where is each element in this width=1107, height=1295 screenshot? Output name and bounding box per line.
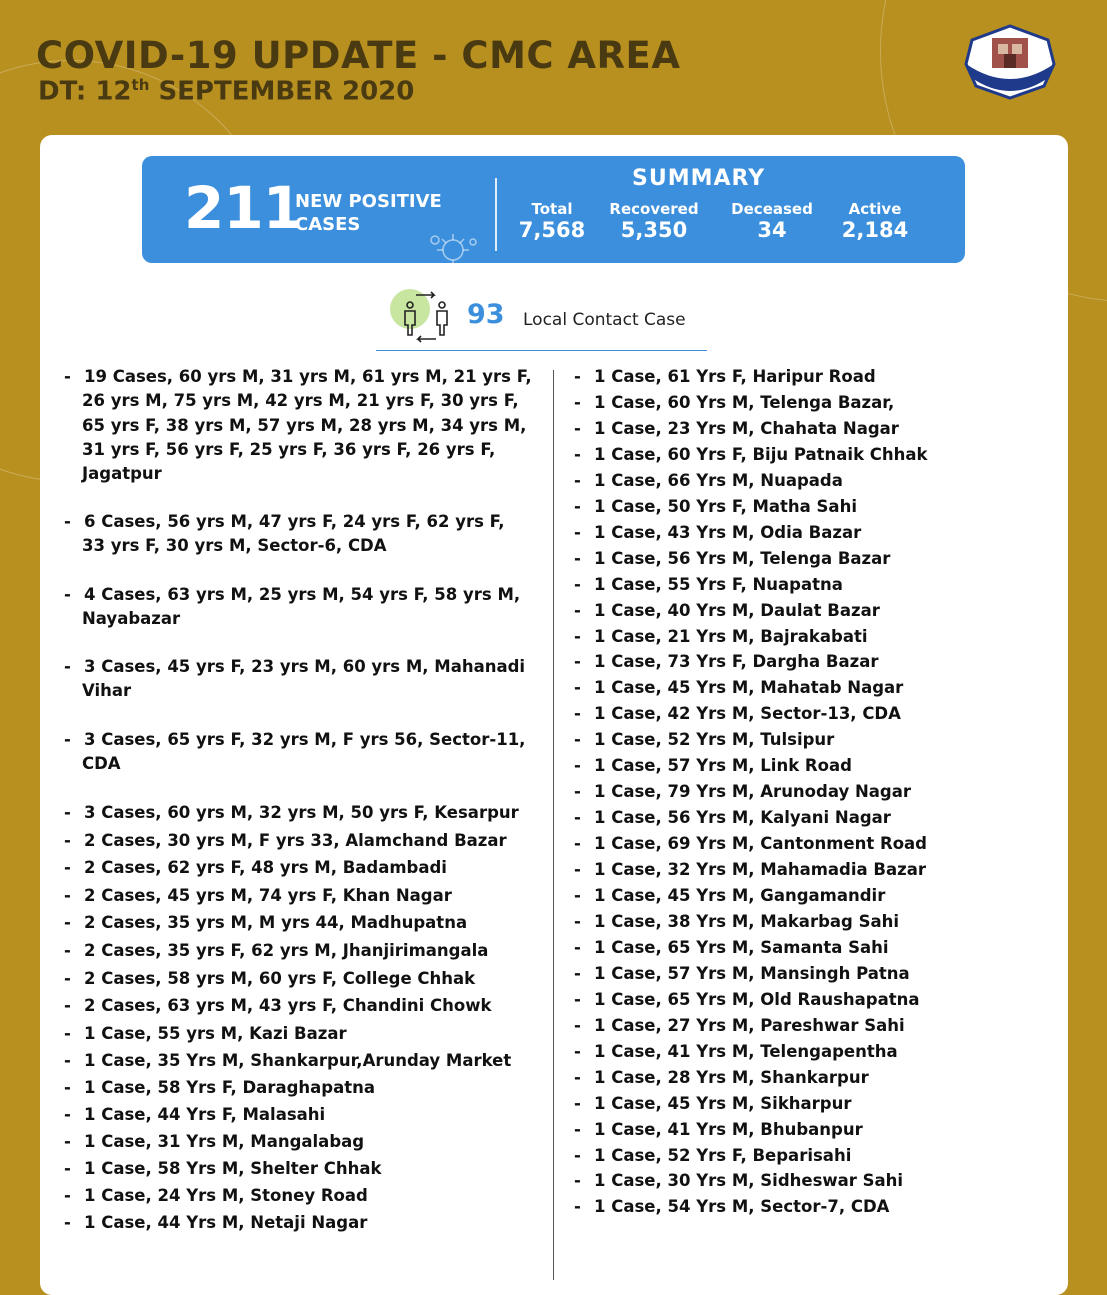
case-line: 1 Case, 41 Yrs M, Bhubanpur bbox=[594, 1119, 863, 1139]
bullet-dash: - bbox=[64, 1186, 71, 1205]
column-divider bbox=[553, 370, 554, 1280]
case-line: 1 Case, 44 Yrs M, Netaji Nagar bbox=[84, 1213, 368, 1232]
right-case-entry bbox=[574, 911, 900, 931]
right-case-entry bbox=[574, 963, 910, 983]
case-line: 1 Case, 32 Yrs M, Mahamadia Bazar bbox=[594, 860, 926, 880]
case-line: 26 yrs M, 75 yrs M, 42 yrs M, 21 yrs F, 30 yrs F, bbox=[82, 391, 519, 411]
right-case-entry bbox=[574, 444, 928, 464]
case-line: 1 Case, 31 Yrs M, Mangalabag bbox=[84, 1132, 365, 1151]
left-case-entry bbox=[64, 367, 532, 488]
right-case-entry bbox=[574, 989, 920, 1009]
bullet-dash: - bbox=[64, 996, 71, 1015]
case-line: 65 yrs F, 38 yrs M, 57 yrs M, 28 yrs M, 34 yrs M, bbox=[82, 415, 527, 435]
bullet-dash: - bbox=[574, 808, 581, 828]
right-case-entry bbox=[574, 678, 904, 698]
case-line: 3 Cases, 45 yrs F, 23 yrs M, 60 yrs M, Mahanadi bbox=[84, 657, 526, 676]
bullet-dash: - bbox=[574, 1015, 581, 1035]
bullet-dash: - bbox=[64, 1105, 71, 1124]
case-line: 1 Case, 58 Yrs F, Daraghapatna bbox=[84, 1078, 375, 1097]
bullet-dash: - bbox=[64, 858, 71, 877]
case-line: 1 Case, 55 yrs M, Kazi Bazar bbox=[84, 1024, 347, 1043]
bullet-dash: - bbox=[574, 963, 581, 983]
right-case-entry bbox=[574, 367, 876, 386]
bullet-dash: - bbox=[574, 548, 581, 568]
bullet-dash: - bbox=[574, 1171, 581, 1191]
right-case-entry bbox=[574, 756, 852, 776]
case-line: 1 Case, 58 Yrs M, Shelter Chhak bbox=[84, 1159, 382, 1178]
bullet-dash: - bbox=[574, 704, 581, 724]
case-line: 1 Case, 61 Yrs F, Haripur Road bbox=[594, 367, 876, 386]
stat-label: Active bbox=[848, 200, 902, 218]
bullet-dash: - bbox=[64, 803, 71, 822]
right-case-entry bbox=[574, 392, 895, 412]
summary-title: SUMMARY bbox=[632, 166, 766, 191]
page-title: COVID-19 UPDATE - CMC AREA bbox=[36, 34, 681, 77]
bullet-dash: - bbox=[574, 678, 581, 698]
bullet-dash: - bbox=[64, 512, 71, 531]
page-date bbox=[38, 76, 414, 107]
left-case-entry bbox=[64, 969, 476, 993]
bullet-dash: - bbox=[574, 1041, 581, 1061]
case-line: 1 Case, 73 Yrs F, Dargha Bazar bbox=[594, 652, 879, 672]
bullet-dash: - bbox=[574, 937, 581, 957]
cmc-logo bbox=[958, 20, 1062, 102]
case-line: 1 Case, 65 Yrs M, Samanta Sahi bbox=[594, 937, 889, 957]
case-line: 4 Cases, 63 yrs M, 25 yrs M, 54 yrs F, 58 yrs M, bbox=[84, 585, 521, 604]
case-line: 1 Case, 24 Yrs M, Stoney Road bbox=[84, 1186, 368, 1205]
case-line: 1 Case, 45 Yrs M, Mahatab Nagar bbox=[594, 678, 904, 698]
bullet-dash: - bbox=[574, 1145, 581, 1165]
bullet-dash: - bbox=[574, 730, 581, 750]
case-line: 1 Case, 60 Yrs F, Biju Patnaik Chhak bbox=[594, 444, 928, 464]
case-line: 1 Case, 50 Yrs F, Matha Sahi bbox=[594, 496, 857, 516]
case-line: 1 Case, 38 Yrs M, Makarbag Sahi bbox=[594, 911, 900, 931]
bullet-dash: - bbox=[64, 1051, 71, 1070]
case-line: 1 Case, 57 Yrs M, Link Road bbox=[594, 756, 852, 776]
contact-underline bbox=[376, 350, 707, 351]
right-case-entry bbox=[574, 782, 911, 802]
case-line: 1 Case, 52 Yrs M, Tulsipur bbox=[594, 730, 835, 750]
bullet-dash: - bbox=[64, 886, 71, 905]
stat-deceased bbox=[726, 200, 818, 242]
bullet-dash: - bbox=[64, 1078, 71, 1097]
bullet-dash: - bbox=[574, 1119, 581, 1139]
bullet-dash: - bbox=[574, 392, 581, 412]
bullet-dash: - bbox=[574, 574, 581, 594]
right-case-entry bbox=[574, 418, 899, 438]
right-case-entry bbox=[574, 937, 889, 957]
bullet-dash: - bbox=[574, 600, 581, 620]
case-line: 1 Case, 23 Yrs M, Chahata Nagar bbox=[594, 418, 899, 438]
case-line: 2 Cases, 30 yrs M, F yrs 33, Alamchand Bazar bbox=[84, 831, 507, 850]
bullet-dash: - bbox=[574, 444, 581, 464]
bullet-dash: - bbox=[574, 756, 581, 776]
case-line: 1 Case, 60 Yrs M, Telenga Bazar, bbox=[594, 392, 895, 412]
case-line: 1 Case, 44 Yrs F, Malasahi bbox=[84, 1105, 326, 1124]
right-case-entry bbox=[574, 470, 843, 490]
bullet-dash: - bbox=[64, 585, 71, 604]
bullet-dash: - bbox=[574, 834, 581, 854]
bullet-dash: - bbox=[574, 1067, 581, 1087]
case-line: 1 Case, 30 Yrs M, Sidheswar Sahi bbox=[594, 1171, 904, 1191]
right-case-entry bbox=[574, 1197, 890, 1217]
left-case-entry bbox=[64, 1078, 375, 1102]
left-case-entry bbox=[64, 585, 521, 634]
right-case-entry bbox=[574, 496, 857, 516]
case-line: 1 Case, 21 Yrs M, Bajrakabati bbox=[594, 626, 868, 646]
stat-recovered bbox=[606, 200, 702, 242]
bullet-dash: - bbox=[64, 367, 71, 386]
banner-divider bbox=[495, 178, 497, 251]
right-case-entry bbox=[574, 730, 835, 750]
bullet-dash: - bbox=[574, 782, 581, 802]
right-case-entry bbox=[574, 704, 901, 724]
case-line: 1 Case, 45 Yrs M, Sikharpur bbox=[594, 1093, 852, 1113]
case-line: 6 Cases, 56 yrs M, 47 yrs F, 24 yrs F, 62 yrs F, bbox=[84, 512, 505, 531]
right-case-entry bbox=[574, 1067, 869, 1087]
left-case-entry bbox=[64, 730, 526, 779]
case-line: 1 Case, 79 Yrs M, Arunoday Nagar bbox=[594, 782, 911, 802]
bullet-dash: - bbox=[574, 652, 581, 672]
stat-value: 34 bbox=[757, 218, 787, 242]
case-line: CDA bbox=[82, 754, 121, 774]
bullet-dash: - bbox=[64, 1132, 71, 1151]
date-suffix-ordinal: th bbox=[131, 76, 150, 94]
right-case-entry bbox=[574, 652, 879, 672]
case-line: 2 Cases, 45 yrs M, 74 yrs F, Khan Nagar bbox=[84, 886, 452, 905]
left-case-entry bbox=[64, 913, 468, 937]
case-line: 2 Cases, 62 yrs F, 48 yrs M, Badambadi bbox=[84, 858, 447, 877]
new-positive-label bbox=[295, 190, 442, 236]
left-case-entry bbox=[64, 941, 489, 965]
left-case-entry bbox=[64, 886, 452, 910]
left-case-entry bbox=[64, 1132, 365, 1156]
case-line: 1 Case, 42 Yrs M, Sector-13, CDA bbox=[594, 704, 901, 724]
virus-icon bbox=[425, 228, 481, 264]
bullet-dash: - bbox=[574, 911, 581, 931]
case-line: 3 Cases, 60 yrs M, 32 yrs M, 50 yrs F, Kesarpur bbox=[84, 803, 519, 822]
bullet-dash: - bbox=[64, 1024, 71, 1043]
case-line: 33 yrs F, 30 yrs M, Sector-6, CDA bbox=[82, 536, 387, 556]
case-line: 1 Case, 56 Yrs M, Kalyani Nagar bbox=[594, 808, 891, 828]
bullet-dash: - bbox=[64, 969, 71, 988]
stat-label: Deceased bbox=[731, 200, 813, 218]
bullet-dash: - bbox=[574, 496, 581, 516]
case-line: 1 Case, 28 Yrs M, Shankarpur bbox=[594, 1067, 869, 1087]
case-line: 1 Case, 27 Yrs M, Pareshwar Sahi bbox=[594, 1015, 905, 1035]
case-line: 2 Cases, 63 yrs M, 43 yrs F, Chandini Chowk bbox=[84, 996, 492, 1015]
bullet-dash: - bbox=[574, 418, 581, 438]
right-case-entry bbox=[574, 886, 886, 905]
case-line: 2 Cases, 35 yrs F, 62 yrs M, Jhanjirimangala bbox=[84, 941, 489, 960]
right-case-entry bbox=[574, 548, 891, 568]
bullet-dash: - bbox=[574, 1093, 581, 1113]
case-line: 1 Case, 57 Yrs M, Mansingh Patna bbox=[594, 963, 910, 983]
case-line: 1 Case, 35 Yrs M, Shankarpur,Arunday Market bbox=[84, 1051, 512, 1070]
stat-label: Total bbox=[531, 200, 573, 218]
summary-banner bbox=[142, 156, 965, 263]
case-line: 1 Case, 55 Yrs F, Nuapatna bbox=[594, 574, 843, 594]
contact-transmission-icon bbox=[388, 285, 458, 345]
case-line: 1 Case, 43 Yrs M, Odia Bazar bbox=[594, 522, 862, 542]
right-case-entry bbox=[574, 1015, 905, 1035]
right-case-entry bbox=[574, 600, 880, 620]
bullet-dash: - bbox=[574, 470, 581, 490]
bullet-dash: - bbox=[574, 989, 581, 1009]
right-case-entry bbox=[574, 1119, 863, 1139]
left-case-entry bbox=[64, 858, 447, 882]
bullet-dash: - bbox=[64, 1213, 71, 1232]
case-line: 1 Case, 69 Yrs M, Cantonment Road bbox=[594, 834, 927, 854]
left-case-entry bbox=[64, 1213, 368, 1237]
left-case-entry bbox=[64, 512, 505, 561]
bullet-dash: - bbox=[574, 1197, 581, 1217]
bullet-dash: - bbox=[64, 941, 71, 960]
bullet-dash: - bbox=[574, 367, 581, 386]
case-line: 1 Case, 40 Yrs M, Daulat Bazar bbox=[594, 600, 880, 620]
left-case-entry bbox=[64, 831, 507, 855]
left-case-entry bbox=[64, 803, 519, 827]
right-case-entry bbox=[574, 574, 843, 594]
bullet-dash: - bbox=[64, 913, 71, 932]
case-line: 2 Cases, 35 yrs M, M yrs 44, Madhupatna bbox=[84, 913, 468, 932]
right-case-entry bbox=[574, 860, 926, 880]
case-line: Nayabazar bbox=[82, 609, 181, 629]
stat-value: 5,350 bbox=[620, 218, 688, 242]
bullet-dash: - bbox=[64, 730, 71, 749]
case-line: 1 Case, 41 Yrs M, Telengapentha bbox=[594, 1041, 898, 1061]
new-positive-label-line1: NEW POSITIVE bbox=[295, 191, 442, 212]
case-line: 2 Cases, 58 yrs M, 60 yrs F, College Chhak bbox=[84, 969, 476, 988]
local-contact-count: 93 bbox=[467, 299, 505, 330]
right-case-entry bbox=[574, 1041, 898, 1061]
bullet-dash: - bbox=[64, 657, 71, 676]
left-case-entry bbox=[64, 657, 526, 706]
case-line: 3 Cases, 65 yrs F, 32 yrs M, F yrs 56, Sector-11, bbox=[84, 730, 526, 749]
case-line: 1 Case, 56 Yrs M, Telenga Bazar bbox=[594, 548, 891, 568]
stat-active bbox=[840, 200, 910, 242]
date-prefix: DT: 12 bbox=[38, 76, 132, 107]
case-line: Jagatpur bbox=[82, 464, 162, 484]
bullet-dash: - bbox=[574, 522, 581, 542]
right-case-entry bbox=[574, 808, 891, 828]
bullet-dash: - bbox=[64, 831, 71, 850]
right-case-entry bbox=[574, 1093, 852, 1113]
left-case-entry bbox=[64, 1024, 347, 1048]
right-case-entry bbox=[574, 834, 927, 854]
bullet-dash: - bbox=[574, 860, 581, 880]
case-line: 31 yrs F, 56 yrs F, 25 yrs F, 36 yrs F, 26 yrs F, bbox=[82, 439, 496, 459]
bullet-dash: - bbox=[574, 886, 581, 905]
left-case-entry bbox=[64, 1159, 382, 1183]
new-positive-label-line2: CASES bbox=[295, 214, 361, 235]
case-line: Vihar bbox=[82, 681, 132, 701]
case-line: 1 Case, 52 Yrs F, Beparisahi bbox=[594, 1145, 852, 1165]
case-line: 1 Case, 54 Yrs M, Sector-7, CDA bbox=[594, 1197, 890, 1217]
case-line: 1 Case, 65 Yrs M, Old Raushapatna bbox=[594, 989, 920, 1009]
date-month-year: SEPTEMBER 2020 bbox=[149, 76, 415, 107]
left-case-entry bbox=[64, 1051, 512, 1075]
case-line: 19 Cases, 60 yrs M, 31 yrs M, 61 yrs M, 21 yrs F, bbox=[84, 367, 532, 386]
stat-value: 2,184 bbox=[841, 218, 909, 242]
bullet-dash: - bbox=[64, 1159, 71, 1178]
case-line: 1 Case, 66 Yrs M, Nuapada bbox=[594, 470, 843, 490]
left-case-entry bbox=[64, 1105, 326, 1129]
case-line: 1 Case, 45 Yrs M, Gangamandir bbox=[594, 886, 886, 905]
right-case-entry bbox=[574, 1145, 852, 1165]
stat-total bbox=[518, 200, 586, 242]
left-case-entry bbox=[64, 1186, 368, 1210]
right-case-entry bbox=[574, 626, 868, 646]
new-positive-count: 211 bbox=[184, 174, 303, 242]
right-case-entry bbox=[574, 1171, 904, 1191]
local-contact-label: Local Contact Case bbox=[523, 310, 686, 330]
right-case-entry bbox=[574, 522, 862, 542]
stat-value: 7,568 bbox=[518, 218, 586, 242]
stat-label: Recovered bbox=[609, 200, 699, 218]
left-case-entry bbox=[64, 996, 492, 1020]
bullet-dash: - bbox=[574, 626, 581, 646]
